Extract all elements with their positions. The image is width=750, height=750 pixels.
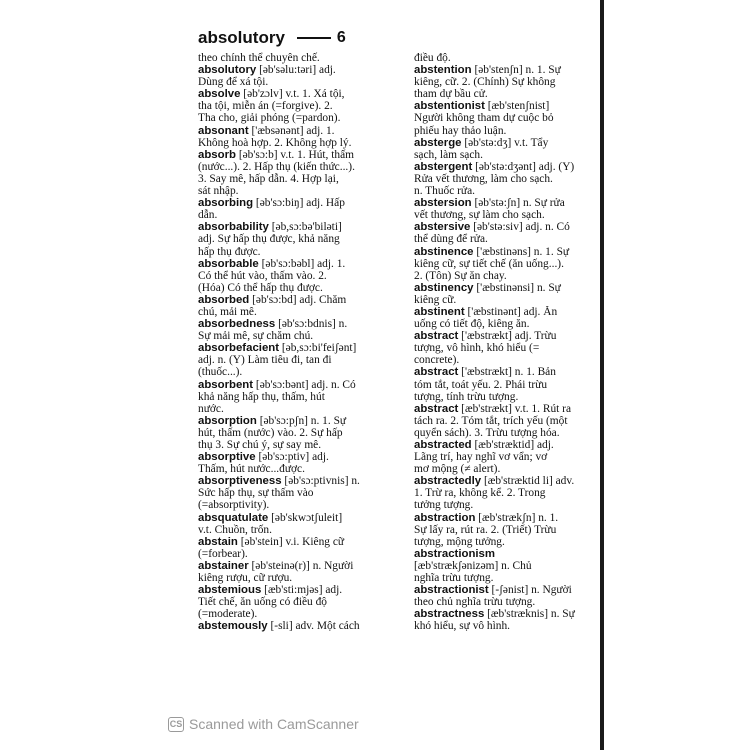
dictionary-line: tha tội, miễn án (=forgive). 2. [198,100,333,113]
dictionary-line: Dùng để xá tội. [198,76,269,89]
left-column [198,52,394,717]
headword: absorbed [198,293,250,306]
dictionary-line: abstractness [æb'stræknis] n. Sự [414,608,575,621]
dictionary-line: abstersion [əb'stə:ʃn] n. Sự rửa [414,197,565,210]
dictionary-line: abstemously [-sli] adv. Một cách [198,620,360,633]
headword: abstainer [198,559,249,572]
dictionary-line: Tiết chế, ăn uống có điều độ [198,596,327,609]
dictionary-line: quyển sách). 3. Trừu tượng hóa. [414,426,560,439]
headword: abstention [414,64,472,77]
page-edge [600,0,604,750]
headword: absorptiveness [198,475,282,488]
headword: absquatulate [198,511,269,524]
dictionary-line: tượng, vô hình, khó hiểu (= [414,342,540,355]
dictionary-line: absorbent [əb'sɔ:bənt] adj. n. Có [198,378,356,391]
dictionary-line: Người không tham dự cuộc bỏ [414,112,554,125]
dictionary-line: abstain [əb'stein] v.i. Kiêng cữ [198,535,345,548]
dictionary-line: absorptive [əb'sɔ:ptiv] adj. [198,451,329,464]
dictionary-line: (Hóa) Có thể hấp thụ được. [198,281,323,294]
dictionary-line: Tha cho, giải phóng (=pardon). [198,112,341,125]
dictionary-line: hấp thụ được. [198,245,261,258]
dictionary-line: thể dùng để rửa. [414,233,488,246]
headword: absorption [198,414,257,427]
dictionary-line: (=absorptivity). [198,499,270,512]
headword: abstemously [198,620,268,633]
dictionary-line: tách ra. 2. Tóm tắt, trích yếu (một [414,414,568,427]
dictionary-line: absorbable [əb'sɔ:bəbl] adj. 1. [198,257,346,270]
dictionary-line: khó hiểu, sự vô hình. [414,620,511,633]
headword: absorb [198,148,236,161]
dictionary-line: abstractedly [æb'stræktid li] adv. [414,475,575,488]
dictionary-line: absorb [əb'sɔ:b] v.t. 1. Hút, thấm [198,148,355,161]
dictionary-line: kiêng, cữ. 2. (Chính) Sự không [414,76,556,89]
headword: abstinent [414,305,465,318]
dictionary-line: absorption [əb'sɔ:pʃn] n. 1. Sự [198,414,347,427]
dictionary-line: abstentionist [æb'stenʃnist] [414,100,550,113]
dictionary-line: Sức hấp thụ, sự thấm vào [198,487,314,500]
dictionary-line: tưởng tượng. [414,499,474,512]
headword: abstract [414,366,459,379]
headword: abstraction [414,511,476,524]
headword: abstemious [198,584,262,597]
headword: abstinence [414,245,474,258]
headword: abstractionism [414,547,496,560]
dictionary-line: Sự mải mê, sự chăm chú. [198,330,314,343]
dictionary-line: abstemious [æb'sti:mjəs] adj. [198,584,343,597]
dictionary-line: theo chủ nghĩa trừu tượng. [414,596,536,609]
camscanner-icon: CS [168,717,184,732]
dictionary-line: concrete). [414,354,460,367]
dictionary-line: (=forbear). [198,547,248,560]
dictionary-line: absorbed [əb'sɔ:bd] adj. Chăm [198,293,347,306]
dictionary-line: vết thương, sự làm cho sạch. [414,209,545,222]
dictionary-line: theo chính thể chuyên chế. [198,52,320,64]
dictionary-line: absorbefacient [əb,sɔ:bi'feiʃənt] [198,342,357,355]
dictionary-line: abstraction [æb'strækʃn] n. 1. [414,511,559,524]
right-column [414,52,600,717]
dictionary-line: uống có tiết độ, kiêng ăn. [414,318,530,331]
dictionary-line: abstract [æb'strækt] v.t. 1. Rút ra [414,402,572,415]
headword: absorbable [198,257,259,270]
headword: abstergent [414,160,473,173]
dictionary-line: Sự lấy ra, rút ra. 2. (Triết) Trừu [414,523,557,536]
headword: abstersive [414,221,471,234]
dictionary-line: sát nhập. [198,185,239,198]
dictionary-line [414,548,600,560]
headword: absorbability [198,221,269,234]
dictionary-line: 3. Say mê, hấp dẫn. 4. Hợp lại, [198,172,339,185]
dictionary-line: absorbing [əb'sɔ:biŋ] adj. Hấp [198,197,345,210]
headword: absterge [414,136,462,149]
headword: abstentionist [414,100,485,113]
dictionary-line: kiêng cữ. [414,293,457,306]
headword: abstracted [414,439,472,451]
dictionary-line: absolve [əb'zɔlv] v.t. 1. Xá tội, [198,88,345,101]
dictionary-line: (thuốc...). [198,366,243,379]
headword: absonant [198,124,249,137]
dictionary-line: absorptiveness [əb'sɔ:ptivnis] n. [198,475,360,488]
dictionary-line: Thấm, hút nước...được. [198,463,305,476]
dictionary-line: tóm tắt, toát yếu. 2. Phái trừu [414,378,548,391]
dictionary-line: Không hoà hợp. 2. Không hợp lý. [198,136,352,149]
headword: absorbing [198,197,254,210]
headword: abstinency [414,281,474,294]
dictionary-line: thụ 3. Sự chú ý, sự say mê. [198,439,322,451]
dictionary-line: hút, thấm (nước) vào. 2. Sự hấp [198,426,343,439]
dictionary-line: (nước...). 2. Hấp thụ (kiến thức...). [198,160,355,173]
headword: absorbedness [198,318,276,331]
page-number: 6 [336,29,346,46]
dictionary-line: abstinence ['æbstinəns] n. 1. Sự [414,245,570,258]
dictionary-line: nước. [198,402,224,415]
dictionary-line: n. Thuốc rửa. [414,185,476,198]
dictionary-line: 1. Trừ ra, không kể. 2. Trong [414,487,546,500]
dictionary-line: [æb'strækʃənizəm] n. Chủ [414,559,532,572]
dictionary-line: tượng, mộng tưởng. [414,535,505,548]
dictionary-line: nghĩa trừu tượng. [414,572,494,585]
dictionary-line: abstainer [əb'steinə(r)] n. Người [198,559,354,572]
dictionary-line: adj. n. (Y) Làm tiêu đi, tan đi [198,354,332,367]
dictionary-line: Lãng trí, hay nghĩ vơ vẩn; vơ [414,451,548,464]
dictionary-line: abstinency ['æbstinənsi] n. Sự [414,281,561,294]
dictionary-line: absonant ['æbsənənt] adj. 1. [198,124,335,137]
page-header [198,24,398,52]
watermark-text: Scanned with CamScanner [189,716,359,732]
headword: abstractedly [414,475,482,488]
dictionary-line: kiêng rượu, cữ rượu. [198,572,293,585]
scanner-watermark [168,714,359,734]
dictionary-line: absorbability [əb,sɔ:bə'biləti] [198,221,342,234]
dictionary-line: absterge [əb'stə:dʒ] v.t. Tẩy [414,136,549,149]
dictionary-line: kiêng cữ, sự tiết chế (ăn uống...). [414,257,564,270]
headword: abstain [198,535,238,548]
dictionary-line: Rửa vết thương, làm cho sạch. [414,172,553,185]
dictionary-line: Có thể hút vào, thấm vào. 2. [198,269,327,282]
headword: abstractness [414,608,485,621]
dictionary-line: absolutory [əb'səlu:təri] adj. [198,64,336,77]
dictionary-line: chú, mải mê. [198,305,257,318]
dictionary-line: dẫn. [198,209,218,222]
dictionary-line: absorbedness [əb'sɔ:bdnis] n. [198,318,348,331]
dictionary-line: abstractionist [-ʃənist] n. Người [414,584,572,597]
dictionary-line: adj. Sự hấp thụ được, khả năng [198,233,340,246]
running-head-word: absolutory [198,28,285,47]
dictionary-line: tham dự bầu cử. [414,88,488,101]
dictionary-line: v.t. Chuồn, trốn. [198,523,272,536]
headword: abstract [414,402,459,415]
headword: absorbent [198,378,254,391]
dictionary-line: sạch, làm sạch. [414,148,483,161]
dictionary-line: abstract ['æbstrækt] n. 1. Bản [414,366,556,379]
dictionary-line: (=moderate). [198,608,258,621]
dictionary-line: điều độ. [414,52,451,64]
dictionary-line: abstinent ['æbstinənt] adj. Ăn [414,305,558,318]
dictionary-line: absquatulate [əb'skwɔtʃuleit] [198,511,343,524]
headword: abstract [414,330,459,343]
dictionary-line: abstergent [əb'stə:dʒənt] adj. (Y) [414,160,575,173]
headword: absorbefacient [198,342,280,355]
headword: abstersion [414,197,472,210]
headword: absorptive [198,451,256,464]
dictionary-line: abstract ['æbstrækt] adj. Trừu [414,330,557,343]
headword: absolutory [198,64,257,77]
dictionary-line: khả năng hấp thụ, thấm, hút [198,390,325,403]
dictionary-line: abstention [əb'stenʃn] n. 1. Sự [414,64,561,77]
dictionary-line: tượng, tính trừu tượng. [414,390,519,403]
header-dash [297,37,331,39]
dictionary-line: phiếu hay thảo luận. [414,124,507,137]
dictionary-line: abstersive [əb'stə:siv] adj. n. Có [414,221,570,234]
dictionary-line: abstracted [æb'stræktid] adj. [414,439,554,451]
headword: abstractionist [414,584,489,597]
headword: absolve [198,88,241,101]
dictionary-line: mơ mộng (≠ alert). [414,463,501,476]
dictionary-line: 2. (Tôn) Sự ăn chay. [414,269,507,282]
